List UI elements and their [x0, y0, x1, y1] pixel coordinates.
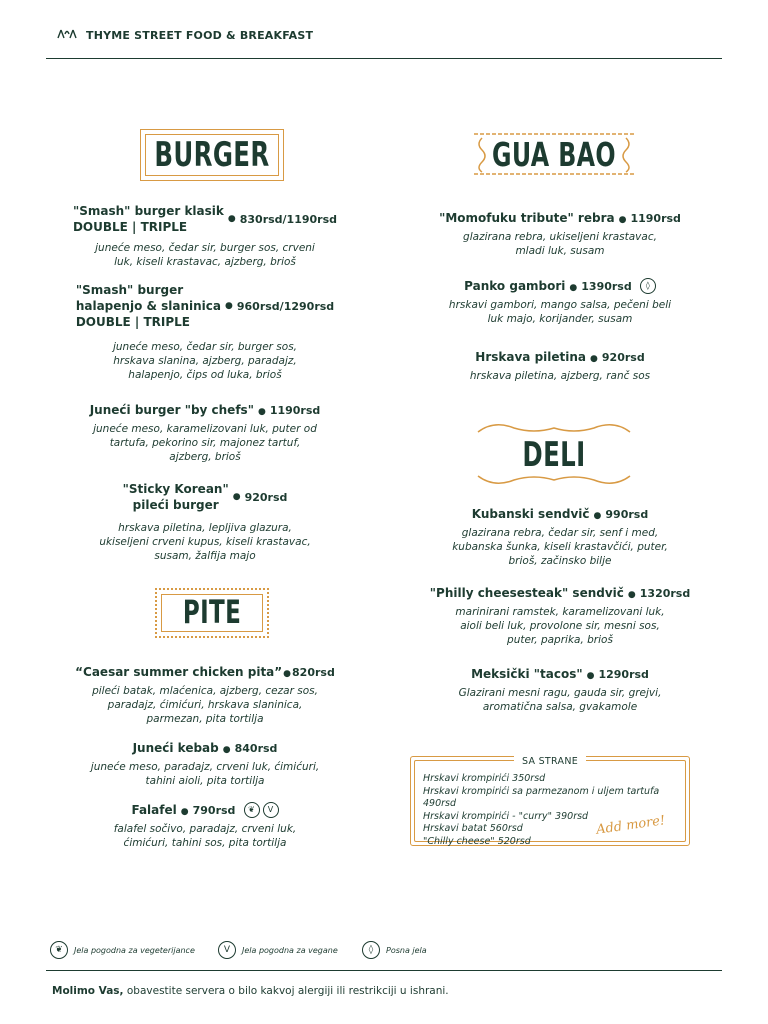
page-header — [56, 28, 313, 43]
add-more-note: Add more! — [594, 813, 666, 838]
footer-divider — [46, 970, 722, 971]
menu-item: Hrskava piletina ● 920rsd hrskava piletina, ajzberg, ranč sos — [469, 350, 651, 382]
menu-item: Juneći kebab ● 840rsd juneće meso, paradajz, crveni luk, ćimićuri, tahini aioli, pita tortilja — [90, 741, 320, 787]
legend-vegetarian: ❦ Jela pogodna za vegeterijance — [50, 941, 195, 959]
leaf-icon: ❦ — [50, 941, 68, 959]
menu-item: "Momofuku tribute" rebra ● 1190rsd glazirana rebra, ukiseljeni krastavac, mladi luk, susam — [439, 211, 681, 257]
list-item: Hrskavi krompirići sa parmezanom i uljem tartufa 490rsd — [423, 785, 660, 809]
header-divider — [46, 58, 722, 59]
logo-icon — [56, 28, 78, 43]
item-price: 920rsd — [601, 351, 645, 364]
menu-item: "Sticky Korean" pileći burger ● 920rsd hrskava piletina, lepljiva glazura, ukiseljeni crveni kupus, kiseli krastavac, susam, žalfija majo — [99, 482, 311, 562]
item-price: 830rsd/1190rsd — [239, 212, 338, 226]
menu-item: "Smash" burger halapenjo & slaninica DOUBLE | TRIPLE ● 960rsd/1290rsd juneće meso, čedar sir, burger sos, hrskava slanina, ajzberg, paradajz, halapenjo, čips od luka, brioš — [75, 283, 335, 381]
menu-item: “Caesar summer chicken pita”●820rsd pileći batak, mlaćenica, ajzberg, cezar sos, paradajz, ćimićuri, hrskava slaninica, parmezan, pita tortilja — [75, 665, 335, 725]
item-price: 820rsd — [292, 666, 335, 679]
brand-name: THYME STREET FOOD & BREAKFAST — [86, 29, 314, 42]
list-item: Hrskavi krompirići 350rsd — [423, 773, 546, 784]
sides-box — [410, 756, 690, 846]
burger-section-title: BURGER — [154, 135, 270, 175]
leaf-icon: ❦ — [244, 802, 260, 818]
legend-vegan: V Jela pogodna za vegane — [218, 941, 338, 959]
menu-item: Meksički "tacos" ● 1290rsd Glazirani mesni ragu, gauda sir, grejvi, aromatična salsa, gvakamole — [458, 667, 662, 713]
sides-title: SA STRANE — [514, 756, 586, 767]
menu-item: "Philly cheesesteak" sendvič ● 1320rsd marinirani ramstek, karamelizovani luk, aioli beli luk, provolone sir, mesni sos, puter, paprika, brioš — [429, 586, 691, 646]
item-price: 840rsd — [234, 742, 278, 755]
deli-section-frame — [474, 420, 634, 488]
sides-list — [423, 773, 689, 848]
pite-section-title: PITE — [182, 593, 242, 631]
item-price: 1190rsd — [630, 212, 681, 225]
vegan-icon: V — [218, 941, 236, 959]
legend-posna: ◊ Posna jela — [362, 941, 427, 959]
menu-item: Juneći burger "by chefs" ● 1190rsd juneće meso, karamelizovani luk, puter od tartufa, pekorino sir, majonez tartuf, ajzberg, brioš — [89, 403, 321, 463]
menu-item: Panko gambori ● 1390rsd ◊ hrskavi gambori, mango salsa, pečeni beli luk majo, korijander, susam — [448, 279, 672, 325]
item-price: 1320rsd — [639, 587, 691, 600]
list-item: Hrskavi batat 560rsd — [423, 823, 523, 834]
item-price: 1190rsd — [269, 404, 321, 417]
list-item: Hrskavi krompirići - "curry" 390rsd — [423, 810, 589, 822]
burger-section-frame — [140, 129, 284, 181]
menu-item: "Smash" burger klasik DOUBLE | TRIPLE ● 830rsd/1190rsd juneće meso, čedar sir, burger sos, crveni luk, kiseli krastavac, ajzberg, brioš — [72, 204, 338, 268]
gua-bao-section-frame — [474, 130, 634, 178]
pite-section-frame — [155, 588, 269, 638]
drop-icon: ◊ — [362, 941, 380, 959]
deli-section-title: DELI — [522, 435, 586, 475]
drop-icon: ◊ — [640, 278, 656, 294]
item-price: 790rsd — [192, 804, 236, 817]
menu-item: Falafel ● 790rsd ❦ V falafel sočivo, paradajz, crveni luk, ćimićuri, tahini sos, pita tortilja — [113, 803, 297, 849]
item-price: 960rsd/1290rsd — [236, 299, 335, 313]
gua-bao-section-title: GUA BAO — [492, 135, 616, 174]
allergy-notice: Molimo Vas, obavestite servera o bilo kakvoj alergiji ili restrikciji u ishrani. — [52, 985, 449, 997]
item-price: 1290rsd — [598, 668, 649, 681]
item-price: 990rsd — [605, 508, 649, 521]
menu-item: Kubanski sendvič ● 990rsd glazirana rebra, čedar sir, senf i med, kubanska šunka, kiseli krastavčići, puter, brioš, začinsko bilje — [452, 507, 668, 567]
vegan-icon: V — [263, 802, 279, 818]
item-price: 920rsd — [244, 490, 288, 504]
item-price: 1390rsd — [581, 280, 632, 293]
list-item: "Chilly cheese" 520rsd — [423, 835, 531, 847]
